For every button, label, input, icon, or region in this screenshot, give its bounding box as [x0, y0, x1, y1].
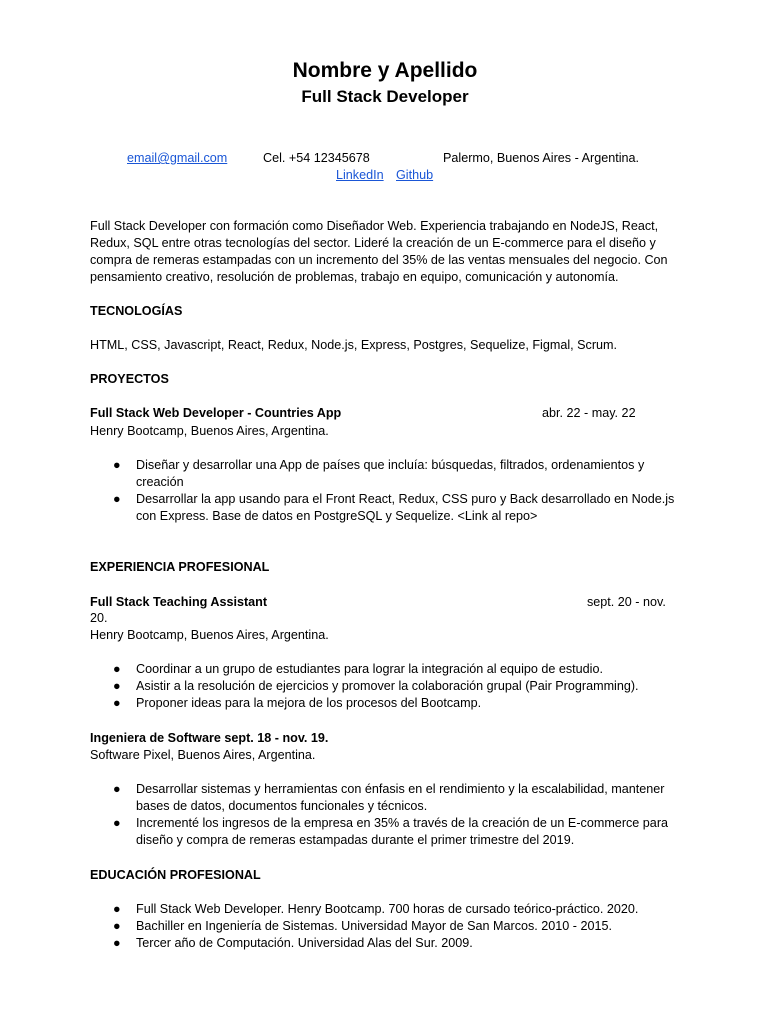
- linkedin-link[interactable]: LinkedIn: [336, 168, 384, 182]
- bullet-text: Bachiller en Ingeniería de Sistemas. Universidad Mayor de San Marcos. 2010 - 2015.: [136, 919, 613, 933]
- summary-paragraph: Full Stack Developer con formación como Diseñador Web. Experiencia trabajando en NodeJS, React, Redux, SQL entre otras tecnologías del sector. Lideré la creación de un E-commerce para el diseño y compra de remeras estampadas con un incremento del 35% de las ventas mensuales del negocio. Con pensamiento creativo, resolución de problemas, trabajo en equipo, comunicación y autonomía.: [90, 219, 668, 284]
- bullet-icon: ●: [113, 919, 121, 933]
- job-place: Henry Bootcamp, Buenos Aires, Argentina.: [90, 628, 329, 642]
- education-heading: EDUCACIÓN PROFESIONAL: [90, 868, 261, 882]
- candidate-role: Full Stack Developer: [301, 87, 469, 106]
- job-date: sept. 20 - nov.: [587, 595, 666, 609]
- bullet-text: Desarrollar la app usando para el Front React, Redux, CSS puro y Back desarrollado en Node.js con Express. Base de datos en PostgreSQL y Sequelize. <Link al repo>: [136, 492, 675, 523]
- job-bullets: [90, 661, 680, 712]
- bullet-icon: ●: [113, 782, 121, 796]
- job-place: Software Pixel, Buenos Aires, Argentina.: [90, 748, 316, 762]
- bullet-icon: ●: [113, 662, 121, 676]
- project-bullets: [90, 457, 680, 525]
- bullet-icon: ●: [113, 936, 121, 950]
- tech-list: HTML, CSS, Javascript, React, Redux, Node.js, Express, Postgres, Sequelize, Figmal, Scrum.: [90, 338, 618, 352]
- bullet-text: Full Stack Web Developer. Henry Bootcamp. 700 horas de cursado teórico-práctico. 2020.: [136, 902, 639, 916]
- list-item: [90, 457, 680, 491]
- project-title: Full Stack Web Developer - Countries App: [90, 406, 342, 420]
- tech-heading: TECNOLOGÍAS: [90, 304, 183, 318]
- list-item: [90, 661, 680, 678]
- phone-text: Cel. +54 12345678: [263, 151, 370, 165]
- bullet-text: Asistir a la resolución de ejercicios y promover la colaboración grupal (Pair Programming).: [136, 679, 639, 693]
- project-date: abr. 22 - may. 22: [542, 406, 636, 420]
- education-bullets: [90, 901, 680, 952]
- bullet-icon: ●: [113, 816, 121, 830]
- bullet-icon: ●: [113, 458, 121, 472]
- bullet-text: Coordinar a un grupo de estudiantes para lograr la integración al equipo de estudio.: [136, 662, 603, 676]
- project-place: Henry Bootcamp, Buenos Aires, Argentina.: [90, 424, 329, 438]
- github-link[interactable]: Github: [396, 168, 434, 182]
- list-item: [90, 815, 680, 849]
- list-item: [90, 935, 680, 952]
- bullet-text: Tercer año de Computación. Universidad Alas del Sur. 2009.: [136, 936, 473, 950]
- bullet-icon: ●: [113, 696, 121, 710]
- projects-heading: PROYECTOS: [90, 372, 169, 386]
- candidate-name: Nombre y Apellido: [292, 59, 478, 82]
- bullet-text: Proponer ideas para la mejora de los procesos del Bootcamp.: [136, 696, 482, 710]
- list-item: [90, 695, 680, 712]
- list-item: [90, 901, 680, 918]
- list-item: [90, 918, 680, 935]
- bullet-icon: ●: [113, 492, 121, 506]
- job-title: Full Stack Teaching Assistant: [90, 595, 268, 609]
- job-date-continued: 20.: [90, 611, 108, 625]
- job-title: Ingeniera de Software sept. 18 - nov. 19.: [90, 731, 329, 745]
- experience-heading: EXPERIENCIA PROFESIONAL: [90, 560, 270, 574]
- bullet-text: Incrementé los ingresos de la empresa en 35% a través de la creación de un E-commerce para diseño y compra de remeras estampadas durante el primer trimestre del 2019.: [136, 816, 669, 847]
- list-item: [90, 491, 680, 525]
- location-text: Palermo, Buenos Aires - Argentina.: [443, 151, 640, 165]
- email-link[interactable]: email@gmail.com: [127, 151, 228, 165]
- bullet-text: Diseñar y desarrollar una App de países que incluía: búsquedas, filtrados, ordenamientos y creación: [136, 458, 645, 489]
- list-item: [90, 678, 680, 695]
- bullet-text: Desarrollar sistemas y herramientas con énfasis en el rendimiento y la escalabilidad, mantener bases de datos, documentos funcionales y técnicos.: [136, 782, 665, 813]
- job-bullets: [90, 781, 680, 849]
- list-item: [90, 781, 680, 815]
- bullet-icon: ●: [113, 679, 121, 693]
- bullet-icon: ●: [113, 902, 121, 916]
